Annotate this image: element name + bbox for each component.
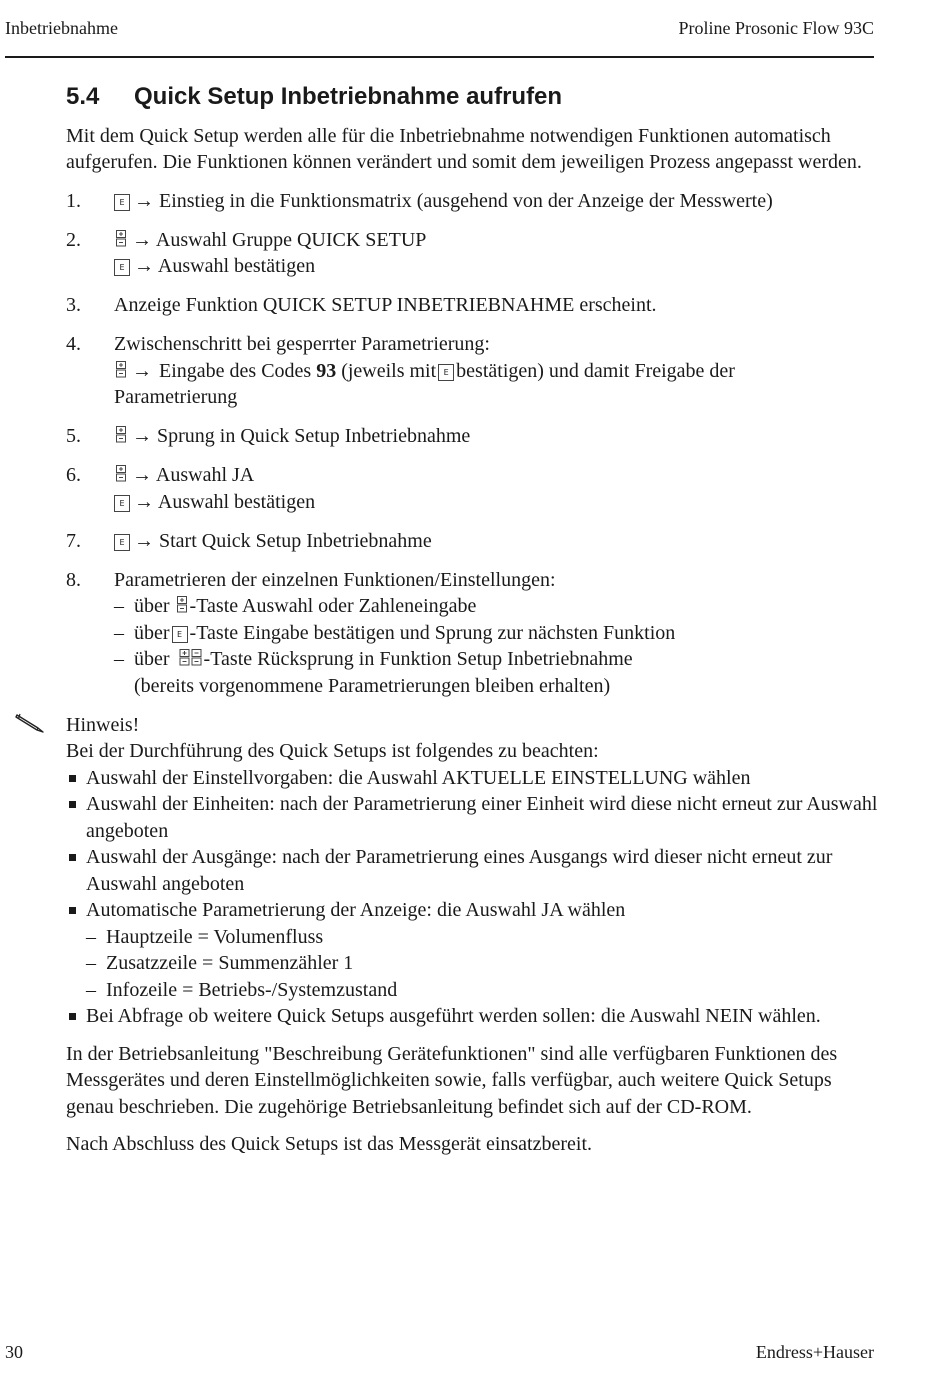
page-number: 30: [5, 1342, 23, 1362]
plus-minus-key-icon: [175, 596, 189, 613]
step-1: [66, 188, 878, 215]
step-text: → Start Quick Setup Inbetriebnahme: [134, 529, 432, 552]
note-block: [66, 712, 878, 1030]
note-sub-item: [86, 924, 878, 951]
step-number: 7.: [66, 529, 81, 552]
plus-minus-key-icon: [114, 361, 128, 378]
bullet-square: [69, 1013, 76, 1020]
note-bullet-list: [66, 765, 878, 1030]
section-title-text: Quick Setup Inbetriebnahme aufrufen: [134, 83, 563, 110]
sub-item-text: Zusatzzeile = Summenzähler 1: [106, 952, 354, 974]
bullet-text: Bei Abfrage ob weitere Quick Setups ausgeführt werden sollen: die Auswahl NEIN wählen.: [86, 1005, 821, 1027]
note-bullet: [66, 791, 878, 844]
plus-minus-key-icon: [114, 426, 128, 443]
note-sub-item: [86, 977, 878, 1004]
note-sub-item: [86, 950, 878, 977]
closing-paragraph: Nach Abschluss des Quick Setups ist das Messgerät einsatzbereit.: [66, 1133, 593, 1155]
step-text: -Taste Rücksprung in Funktion Setup Inbetriebnahme: [203, 648, 633, 670]
step-2: [66, 227, 878, 280]
dash-glyph: –: [86, 978, 96, 1001]
sub-step: [114, 646, 878, 673]
plus-minus-key-icon: [114, 230, 128, 247]
step-8: [66, 567, 878, 700]
step-number: 3.: [66, 294, 81, 316]
note-bullet: [66, 897, 878, 924]
sub-item-text: Infozeile = Betriebs-/Systemzustand: [106, 978, 398, 1001]
enter-key-icon: E: [172, 626, 188, 643]
bullet-text: Auswahl der Einheiten: nach der Parametrierung einer Einheit wird diese nicht erneut zur Auswahl angeboten: [86, 793, 878, 842]
step-text: Eingabe des Codes: [159, 359, 312, 382]
sub-step: [114, 593, 878, 620]
step-text: → Sprung in Quick Setup Inbetriebnahme: [132, 425, 471, 447]
step-text: Anzeige Funktion QUICK SETUP INBETRIEBNAHME erscheint.: [114, 294, 657, 316]
running-header-chapter: Inbetriebnahme: [5, 18, 118, 38]
step-text: (jeweils mit: [341, 359, 437, 382]
header-rule: [5, 56, 874, 58]
step-text: Parametrierung: [114, 386, 238, 408]
step-text: über: [134, 621, 170, 644]
bullet-square: [69, 775, 76, 782]
arrow-glyph: →: [132, 359, 152, 382]
running-header-product: Proline Prosonic Flow 93C: [678, 18, 874, 38]
step-text: über: [134, 595, 170, 617]
footer-brand: Endress+Hauser: [755, 1342, 874, 1362]
step-number: 8.: [66, 568, 81, 591]
dash-glyph: –: [114, 595, 124, 617]
note-bullet: [66, 844, 878, 897]
escape-key-icon: [179, 649, 203, 666]
step-number: 6.: [66, 464, 81, 486]
note-sub-list: [66, 924, 878, 1004]
section-number: 5.4: [66, 83, 100, 110]
bullet-square: [69, 801, 76, 808]
note-intro: Bei der Durchführung des Quick Setups ist folgendes zu beachten:: [66, 740, 599, 762]
step-text: bestätigen) und damit Freigabe der: [456, 359, 735, 382]
step-text: Parametrieren der einzelnen Funktionen/Einstellungen:: [114, 568, 556, 591]
enter-key-icon: E: [114, 495, 130, 512]
note-bullet: [66, 765, 878, 792]
dash-glyph: –: [86, 925, 96, 948]
step-number: 1.: [66, 189, 81, 212]
step-text: → Auswahl JA: [132, 464, 255, 486]
step-text: (bereits vorgenommene Parametrierungen bleiben erhalten): [134, 674, 611, 697]
step-7: [66, 528, 878, 555]
step-number: 5.: [66, 425, 81, 447]
enter-key-icon: E: [438, 364, 454, 381]
dash-glyph: –: [114, 621, 124, 644]
manual-reference-paragraph: In der Betriebsanleitung "Beschreibung Gerätefunktionen" sind alle verfügbaren Funktionen des Messgerätes und deren Einstellmöglichkeiten sowie, falls verfügbar, auch weitere Quick Setups genau beschrieben. Die zugehörige Betriebsanleitung befindet sich auf der CD-ROM.: [66, 1042, 838, 1118]
bullet-square: [69, 907, 76, 914]
bullet-text: Auswahl der Einstellvorgaben: die Auswahl AKTUELLE EINSTELLUNG wählen: [86, 766, 751, 789]
step-text: → Auswahl bestätigen: [134, 255, 316, 277]
dash-glyph: –: [86, 952, 96, 974]
step-text: über: [134, 648, 170, 670]
step-3: [66, 292, 878, 319]
enter-key-icon: E: [114, 259, 130, 276]
step-6: [66, 462, 878, 515]
plus-minus-key-icon: [114, 465, 128, 482]
note-bullet: [66, 1003, 878, 1030]
sub-step: [114, 620, 878, 647]
step-number: 4.: [66, 333, 81, 355]
step-text: → Auswahl bestätigen: [134, 490, 316, 513]
step-4: [66, 331, 878, 411]
intro-paragraph: Mit dem Quick Setup werden alle für die Inbetriebnahme notwendigen Funktionen automatisch aufgerufen. Die Funktionen können verändert und somit dem jeweiligen Prozess angepasst werden.: [66, 124, 862, 173]
sub-item-text: Hauptzeile = Volumenfluss: [106, 925, 324, 948]
step-text: → Auswahl Gruppe QUICK SETUP: [132, 228, 427, 251]
bullet-text: Automatische Parametrierung der Anzeige: die Auswahl JA wählen: [86, 899, 626, 921]
step-number: 2.: [66, 228, 81, 251]
enter-key-icon: E: [114, 534, 130, 551]
page-content: [66, 84, 878, 1158]
pencil-icon: [14, 712, 46, 734]
step-list: [66, 188, 878, 700]
step-text: Zwischenschritt bei gesperrter Parametrierung:: [114, 333, 490, 355]
bullet-text: Auswahl der Ausgänge: nach der Parametrierung eines Ausgangs wird dieser nicht erneut zur Auswahl angeboten: [86, 846, 833, 895]
step-text: -Taste Auswahl oder Zahleneingabe: [189, 595, 477, 617]
dash-glyph: –: [114, 648, 124, 670]
note-heading: Hinweis!: [66, 713, 140, 736]
step-5: [66, 423, 878, 450]
step-text: -Taste Eingabe bestätigen und Sprung zur nächsten Funktion: [189, 621, 676, 644]
bullet-square: [69, 854, 76, 861]
step-text: → Einstieg in die Funktionsmatrix (ausgehend von der Anzeige der Messwerte): [134, 189, 773, 212]
enter-key-icon: E: [114, 194, 130, 211]
access-code: 93: [316, 359, 337, 382]
section-title: [66, 84, 878, 111]
